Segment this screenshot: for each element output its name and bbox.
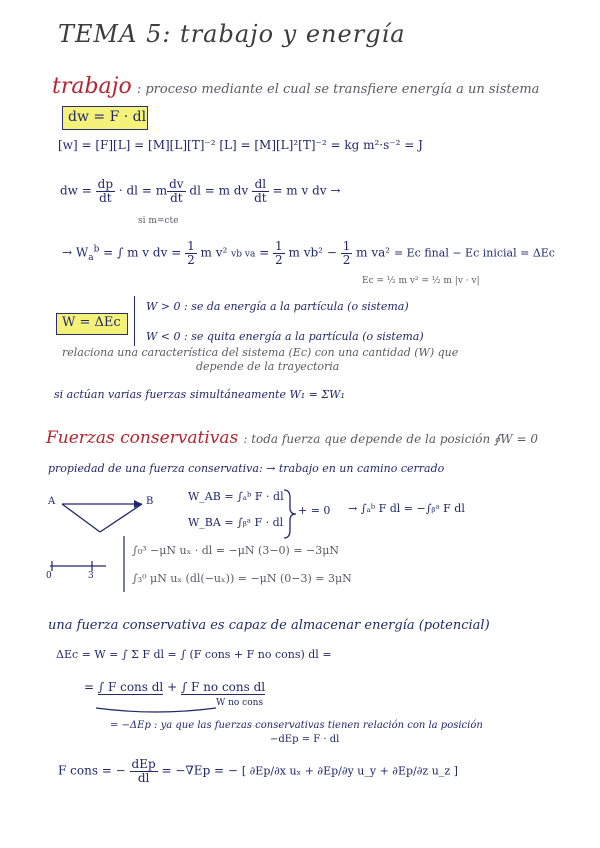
dep-dl-fraction: $\frac{\text{dEp}}{dl}$ [131, 757, 156, 785]
gradient-line: F cons = − $\frac{\text{dEp}}{dl}$ = −∇Ep = − [ ∂Ep/∂x uₓ + ∂Ep/∂y u_y + ∂Ep/∂z u_z ] [58, 757, 458, 785]
dl-dt-fraction: $\frac{dl}{dt}$ [254, 177, 267, 205]
dp-dt-fraction: $\frac{dp}{dt}$ [97, 177, 114, 205]
dw-expansion: dw = $\frac{dp}{dt}$ · dl = m $\frac{dv}{dt}$ dl = m dv $\frac{dl}{dt}$ = m v dv → [60, 177, 341, 205]
conservative-integral: ∫ F cons dl [97, 680, 164, 694]
split-integrals: = ∫ F cons dl + ∫ F no cons dl [84, 680, 266, 694]
brace-ab [284, 490, 296, 538]
relation-text: relaciona una característica del sistema (Ec) con una cantidad (W) que [62, 346, 459, 359]
mass-constant-note: si m=cte [138, 216, 179, 226]
page-title: TEMA 5: trabajo y energía [58, 20, 406, 48]
multiple-forces: si actúan varias fuerzas simultáneamente W₁ = ΣW₁ [54, 388, 345, 401]
w-positive-case: W > 0 : se da energía a la partícula (o sistema) [146, 300, 409, 313]
delta-ec-sum: ΔEc = W = ∫ Σ F dl = ∫ (F cons + F no cons) dl = [56, 648, 332, 661]
point-b-label: B [146, 496, 154, 507]
dv-dt-fraction: $\frac{dv}{dt}$ [169, 177, 184, 205]
axis-zero: 0 [46, 571, 52, 581]
w-deltaec: W = ΔEc [62, 315, 121, 330]
work-ba: W_BA = ∫ᵦᵃ F · dl [188, 516, 284, 529]
dw-lhs: dw = [60, 183, 92, 198]
non-conservative-integral: ∫ F no cons dl [180, 680, 266, 694]
axis-three: 3 [88, 571, 94, 581]
dw-formula: dw = F · dl [68, 109, 147, 125]
friction-integral-2: ∫₃⁰ μN uₓ (dl(−uₓ)) = −μN (0−3) = 3μN [132, 572, 352, 585]
closed-path-triangle [62, 500, 142, 532]
units-line: [w] = [F][L] = [M][L][T]⁻² [L] = [M][L]²[T]⁻² = kg m²·s⁻² = J [58, 138, 423, 152]
trabajo-heading: trabajo [52, 74, 132, 99]
conservative-heading: Fuerzas conservativas [46, 428, 239, 448]
w-negative-case: W < 0 : se quita energía a la partícula (o sistema) [146, 330, 424, 343]
conservative-definition: : toda fuerza que depende de la posición ∮W = 0 [243, 432, 538, 446]
axis-line [50, 536, 124, 592]
store-energy: una fuerza conservativa es capaz de almacenar energía (potencial) [48, 618, 490, 633]
conservative-property: propiedad de una fuerza conservativa: → trabajo en un camino cerrado [48, 462, 445, 475]
underline-split [96, 708, 216, 712]
relation-text-2: depende de la trayectoria [196, 360, 340, 373]
delta-ep-line: = −ΔEp : ya que las fuerzas conservativas tienen relación con la posición [110, 720, 483, 731]
dep-relation: −dEp = F · dl [270, 734, 340, 745]
point-a-label: A [48, 496, 56, 507]
trabajo-definition-text: : proceso mediante el cual se transfiere energía a un sistema [136, 82, 540, 97]
sum-zero: + = 0 [298, 504, 331, 517]
ab-ba-result: → ∫ₐᵇ F dl = −∫ᵦᵃ F dl [348, 502, 465, 515]
ec-definition: Ec = ½ m v² = ½ m |v · v| [362, 276, 480, 286]
w-no-cons-label: W no cons [216, 698, 264, 708]
integral-line: → $W_a^b$ = ∫ m v dv = $\frac{1}{2}$ m v² vb va = $\frac{1}{2}$ m vb² − $\frac{1}{2}$ m va² = Ec final − Ec inicial = ΔEc [62, 239, 555, 267]
friction-integral-1: ∫₀³ −μN uₓ · dl = −μN (3−0) = −3μN [132, 544, 340, 557]
work-ab: W_AB = ∫ₐᵇ F · dl [188, 490, 284, 503]
gradient-components: [ ∂Ep/∂x uₓ + ∂Ep/∂y u_y + ∂Ep/∂z u_z ] [241, 764, 458, 778]
